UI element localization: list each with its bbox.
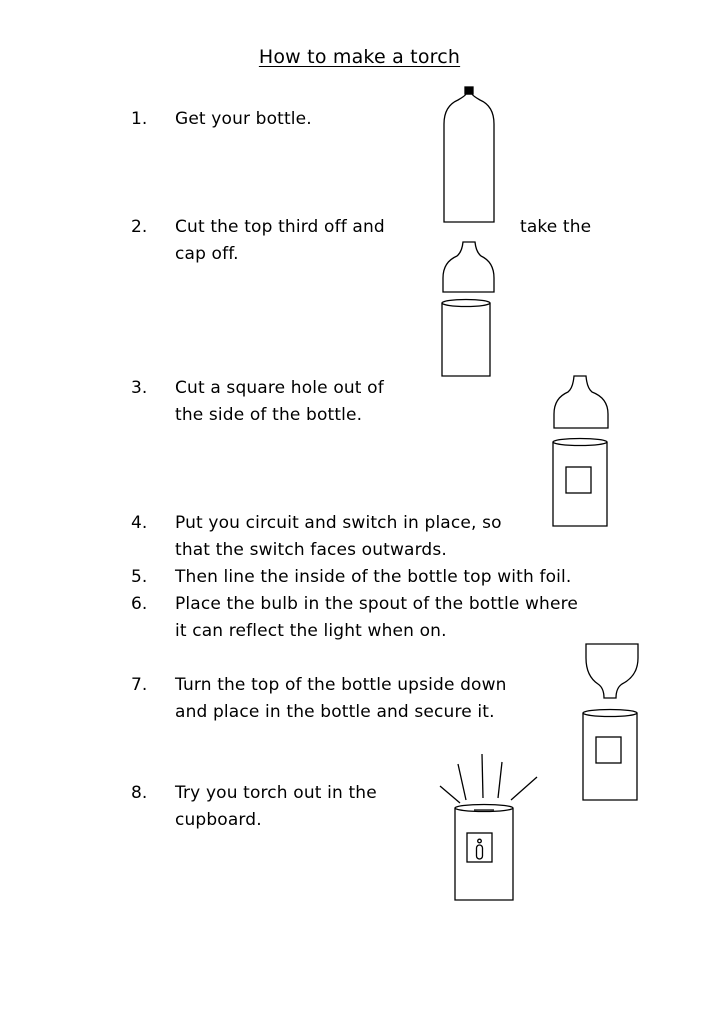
step-6-text-line-2: it can reflect the light when on. bbox=[175, 621, 447, 641]
step-3-number: 3. bbox=[131, 378, 148, 398]
step-5-number: 5. bbox=[131, 567, 148, 587]
step-3-text-line-1: Cut a square hole out of bbox=[175, 378, 384, 398]
bottle-inverted-top-icon bbox=[580, 642, 644, 804]
step-3-text-line-2: the side of the bottle. bbox=[175, 405, 363, 425]
step-7-text-line-1: Turn the top of the bottle upside down bbox=[175, 675, 507, 695]
step-2-text-line-2: cap off. bbox=[175, 244, 239, 264]
bottle-with-cap-icon bbox=[438, 84, 498, 226]
step-2-text-line-1: Cut the top third off and bbox=[175, 217, 385, 237]
step-7-number: 7. bbox=[131, 675, 148, 695]
bottle-cut-icon bbox=[438, 236, 498, 380]
step-2-text-continuation: take the bbox=[520, 217, 592, 237]
step-6-text-line-1: Place the bulb in the spout of the bottle where bbox=[175, 594, 578, 614]
step-8-number: 8. bbox=[131, 783, 148, 803]
step-4-text-line-1: Put you circuit and switch in place, so bbox=[175, 513, 502, 533]
step-7-text-line-2: and place in the bottle and secure it. bbox=[175, 702, 495, 722]
step-2-number: 2. bbox=[131, 217, 148, 237]
step-4-number: 4. bbox=[131, 513, 148, 533]
step-1-text: Get your bottle. bbox=[175, 109, 312, 129]
step-8-text-line-1: Try you torch out in the bbox=[175, 783, 377, 803]
step-6-number: 6. bbox=[131, 594, 148, 614]
step-8-text-line-2: cupboard. bbox=[175, 810, 262, 830]
step-4-text-line-2: that the switch faces outwards. bbox=[175, 540, 447, 560]
bottle-hole-icon bbox=[550, 372, 614, 530]
torch-with-light-rays-icon bbox=[436, 750, 544, 904]
page-title: How to make a torch bbox=[258, 46, 461, 68]
step-1-number: 1. bbox=[131, 109, 148, 129]
step-5-text: Then line the inside of the bottle top with foil. bbox=[175, 567, 572, 587]
